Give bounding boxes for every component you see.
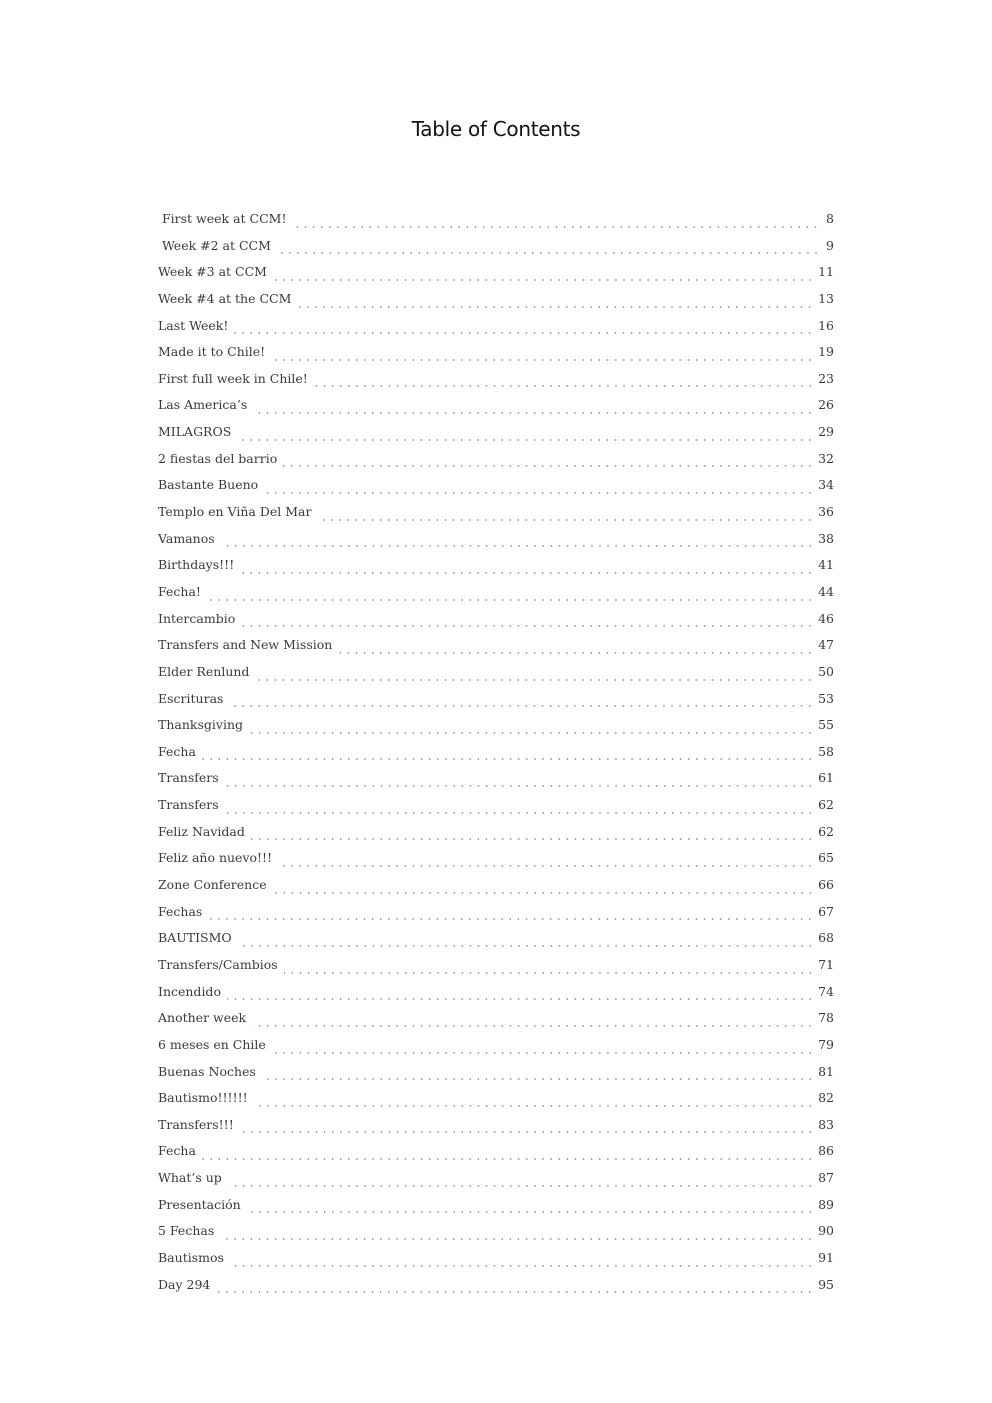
toc-entry[interactable] [158,664,834,691]
toc-entry-page-number: 55 [818,717,834,733]
dot-leader [221,545,814,547]
toc-entry-title: Bautismos [158,1249,224,1265]
toc-entry[interactable] [158,557,834,584]
toc-entry-title: Made it to Chile! [158,344,266,360]
toc-entry-title: 2 fiestas del barrio [158,450,278,466]
toc-entry[interactable] [158,504,834,531]
toc-entry[interactable] [158,531,834,558]
toc-entry[interactable] [158,1277,834,1304]
toc-entry-title: Transfers and New Mission [158,637,333,653]
toc-entry[interactable] [158,930,834,957]
toc-entry-page-number: 90 [818,1223,834,1239]
toc-entry-title: Transfers/Cambios [158,956,278,972]
dot-leader [230,1265,814,1267]
toc-entry[interactable] [158,1117,834,1144]
toc-entry-page-number: 16 [818,317,834,333]
toc-entry-title: Las America’s [158,397,248,413]
dot-leader [255,679,814,681]
toc-entry[interactable] [158,451,834,478]
toc-entry[interactable] [158,584,834,611]
toc-entry-page-number: 65 [818,850,834,866]
toc-entry-title: MILAGROS [158,424,232,440]
table-of-contents [158,211,834,1303]
toc-entry-page-number: 82 [818,1090,834,1106]
dot-leader [208,918,814,920]
dot-leader [253,412,814,414]
dot-leader [249,732,814,734]
toc-entry-title: Zone Conference [158,877,267,893]
dot-leader [216,1291,814,1293]
toc-entry-page-number: 83 [818,1116,834,1132]
toc-entry-page-number: 89 [818,1196,834,1212]
toc-entry-page-number: 86 [818,1143,834,1159]
toc-entry-page-number: 74 [818,983,834,999]
dot-leader [227,998,814,1000]
toc-entry-page-number: 53 [818,690,834,706]
toc-entry[interactable] [158,1090,834,1117]
toc-entry-page-number: 47 [818,637,834,653]
dot-leader [229,705,814,707]
toc-entry[interactable] [158,1143,834,1170]
toc-entry[interactable] [158,318,834,345]
dot-leader [292,226,820,228]
toc-entry[interactable] [158,877,834,904]
toc-entry-page-number: 79 [818,1036,834,1052]
toc-entry-title: 6 meses en Chile [158,1036,266,1052]
toc-entry[interactable] [158,264,834,291]
dot-leader [238,945,814,947]
toc-entry-page-number: 13 [818,290,834,306]
toc-entry-title: Fecha [158,743,196,759]
toc-entry-title: Last Week! [158,317,229,333]
toc-entry[interactable] [158,957,834,984]
toc-entry-title: Transfers [158,797,219,813]
dot-leader [251,838,814,840]
dot-leader [240,572,814,574]
toc-entry-title: First full week in Chile! [158,370,308,386]
toc-entry[interactable] [158,371,834,398]
toc-entry[interactable] [158,1010,834,1037]
toc-entry[interactable] [158,717,834,744]
toc-entry-title: Escrituras [158,690,224,706]
dot-leader [297,306,814,308]
toc-entry[interactable] [158,397,834,424]
toc-entry-title: Fechas [158,903,203,919]
toc-entry[interactable] [158,344,834,371]
toc-entry-title: Vamanos [158,530,215,546]
toc-entry-page-number: 29 [818,424,834,440]
toc-entry[interactable] [158,1197,834,1224]
dot-leader [207,599,814,601]
toc-entry-title: Transfers [158,770,219,786]
toc-entry-title: Bastante Bueno [158,477,259,493]
toc-entry-page-number: 81 [818,1063,834,1079]
toc-entry-page-number: 32 [818,450,834,466]
toc-entry-page-number: 23 [818,370,834,386]
toc-entry[interactable] [158,477,834,504]
toc-entry-title: Week #3 at CCM [158,264,267,280]
toc-entry-page-number: 9 [826,237,834,253]
toc-entry-page-number: 58 [818,743,834,759]
toc-entry[interactable] [158,211,834,238]
toc-entry-page-number: 61 [818,770,834,786]
page-title: Table of Contents [411,117,581,141]
dot-leader [228,1185,814,1187]
toc-entry-page-number: 26 [818,397,834,413]
dot-leader [252,1025,814,1027]
dot-leader [317,519,814,521]
toc-entry-title: Buenas Noches [158,1063,256,1079]
toc-entry-title: Elder Renlund [158,663,250,679]
dot-leader [220,1238,814,1240]
dot-leader [338,652,814,654]
toc-entry-page-number: 67 [818,903,834,919]
toc-entry-title: Presentación [158,1196,241,1212]
toc-entry[interactable] [158,691,834,718]
toc-entry-title: Templo en Viña Del Mar [158,504,312,520]
toc-entry-title: Feliz Navidad [158,823,245,839]
toc-entry-title: Day 294 [158,1276,211,1292]
toc-entry-page-number: 8 [826,211,834,226]
toc-entry[interactable] [158,770,834,797]
toc-entry-page-number: 62 [818,823,834,839]
dot-leader [202,758,814,760]
dot-leader [314,385,814,387]
dot-leader [247,1211,814,1213]
toc-entry[interactable] [158,238,834,265]
toc-entry[interactable] [158,1037,834,1064]
dot-leader [202,1158,814,1160]
toc-entry-page-number: 66 [818,877,834,893]
toc-entry[interactable] [158,904,834,931]
dot-leader [273,279,814,281]
toc-entry-title: Birthdays!!! [158,557,235,573]
toc-entry-title: What’s up [158,1170,222,1186]
toc-entry-title: BAUTISMO [158,930,232,946]
dot-leader [272,1052,814,1054]
toc-entry-title: Feliz año nuevo!!! [158,850,273,866]
toc-entry[interactable] [158,291,834,318]
toc-entry[interactable] [158,850,834,877]
dot-leader [237,439,814,441]
toc-entry[interactable] [158,824,834,851]
toc-entry-page-number: 91 [818,1249,834,1265]
toc-entry-title: Intercambio [158,610,236,626]
dot-leader [277,252,820,254]
dot-leader [234,332,814,334]
toc-entry-page-number: 71 [818,956,834,972]
toc-entry-page-number: 34 [818,477,834,493]
dot-leader [271,359,814,361]
toc-entry-page-number: 78 [818,1010,834,1026]
toc-entry[interactable] [158,984,834,1011]
toc-entry-title: 5 Fechas [158,1223,215,1239]
toc-entry[interactable] [158,637,834,664]
toc-entry[interactable] [158,1064,834,1091]
toc-entry[interactable] [158,424,834,451]
toc-entry-title: Week #4 at the CCM [158,290,292,306]
toc-entry[interactable] [158,744,834,771]
toc-entry-title: Transfers!!! [158,1116,234,1132]
dot-leader [225,812,814,814]
dot-leader [284,972,814,974]
toc-entry-page-number: 38 [818,530,834,546]
toc-entry-page-number: 68 [818,930,834,946]
toc-entry-page-number: 46 [818,610,834,626]
toc-entry[interactable] [158,1223,834,1250]
dot-leader [240,1131,814,1133]
toc-entry[interactable] [158,797,834,824]
toc-entry-page-number: 95 [818,1276,834,1292]
dot-leader [278,865,814,867]
toc-entry[interactable] [158,1250,834,1277]
toc-entry-page-number: 36 [818,504,834,520]
toc-entry-page-number: 44 [818,583,834,599]
toc-entry-title: Fecha [158,1143,196,1159]
toc-entry[interactable] [158,611,834,638]
toc-entry-title: Incendido [158,983,221,999]
toc-entry-page-number: 62 [818,797,834,813]
toc-entry-title: Bautismo!!!!!! [158,1090,248,1106]
dot-leader [283,465,814,467]
toc-entry-page-number: 87 [818,1170,834,1186]
toc-entry-title: Week #2 at CCM [158,237,271,253]
toc-entry-title: Another week [158,1010,247,1026]
toc-entry-page-number: 41 [818,557,834,573]
toc-entry-page-number: 11 [818,264,834,280]
dot-leader [254,1105,814,1107]
toc-entry-title: Thanksgiving [158,717,243,733]
toc-entry-page-number: 50 [818,663,834,679]
dot-leader [225,785,814,787]
toc-entry-page-number: 19 [818,344,834,360]
dot-leader [273,892,814,894]
dot-leader [241,625,814,627]
dot-leader [262,1078,814,1080]
toc-entry-title: First week at CCM! [158,211,287,226]
dot-leader [264,492,814,494]
toc-entry[interactable] [158,1170,834,1197]
toc-entry-title: Fecha! [158,583,201,599]
